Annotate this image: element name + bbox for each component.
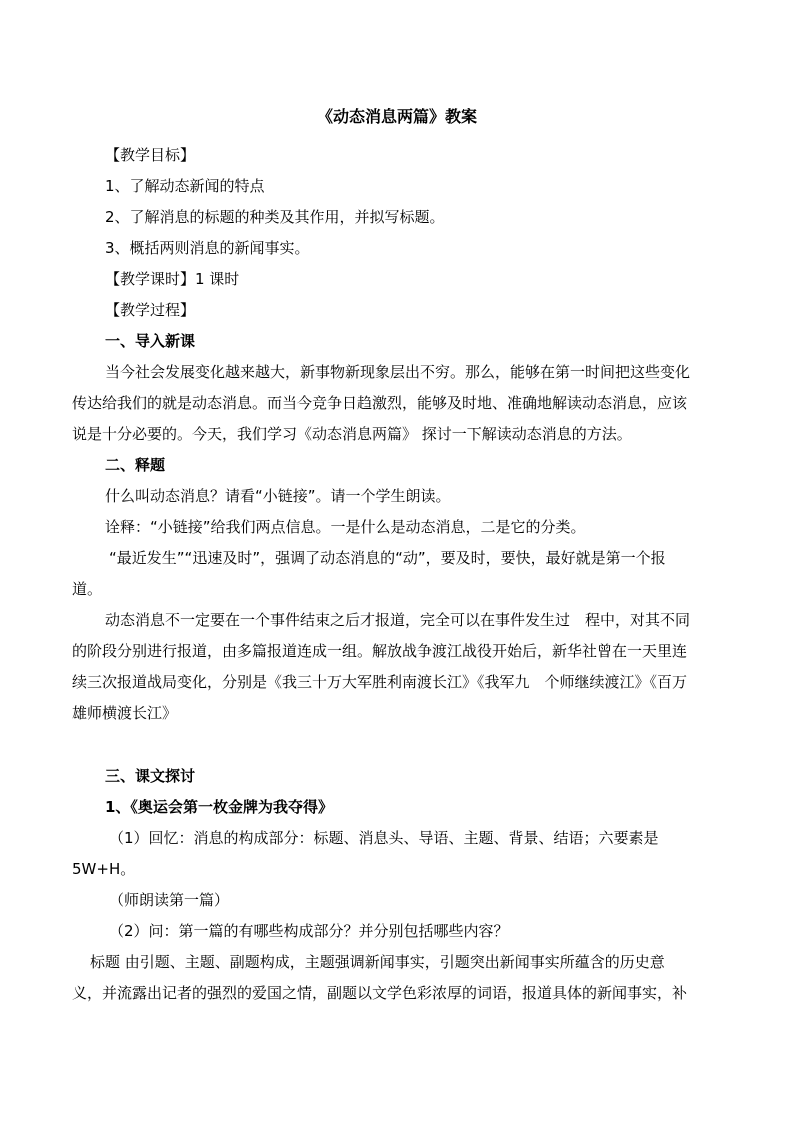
section-heading: 一、导入新课 <box>105 332 196 350</box>
section-heading: 三、课文探讨 <box>105 767 196 785</box>
objective-item: 2、了解消息的标题的种类及其作用，并拟写标题。 <box>105 208 445 226</box>
paragraph-line: 雄师横渡长江》 <box>72 704 178 722</box>
paragraph-line: 道。 <box>72 580 103 598</box>
paragraph-line: （1）回忆：消息的构成部分：标题、消息头、导语、主题、背景、结语；六要素是 <box>109 829 659 847</box>
paragraph-line: 的阶段分别进行报道，由多篇报道连成一组。解放战争渡江战役开始后，新华社曾在一天里连 <box>72 642 688 660</box>
paragraph-line: 当今社会发展变化越来越大，新事物新现象层出不穷。那么，能够在第一时间把这些变化 <box>105 363 691 381</box>
paragraph-line: （师朗读第一篇） <box>109 891 230 909</box>
objectives-heading: 【教学目标】 <box>105 146 196 164</box>
objective-item: 1、了解动态新闻的特点 <box>105 177 265 195</box>
paragraph-line: “最近发生”“迅速及时”，强调了动态消息的“动”，要及时，要快，最好就是第一个报 <box>109 549 666 567</box>
paragraph-line: 什么叫动态消息？请看“小链接”。请一个学生朗读。 <box>105 487 451 505</box>
paragraph-line: 说是十分必要的。今天，我们学习《动态消息两篇》 探讨一下解读动态消息的方法。 <box>72 425 632 443</box>
paragraph-line: 动态消息不一定要在一个事件结束之后才报道，完全可以在事件发生过 程中，对其不同 <box>105 611 691 629</box>
paragraph-line: 诠释：“小链接”给我们两点信息。一是什么是动态消息，二是它的分类。 <box>105 518 586 536</box>
paragraph-line: 续三次报道战局变化，分别是《我三十万大军胜利南渡长江》《我军九 个师继续渡江》《百万 <box>72 673 688 691</box>
objective-item: 3、概括两则消息的新闻事实。 <box>105 239 310 257</box>
paragraph-line: 5W+H。 <box>72 860 136 878</box>
document-title: 《动态消息两篇》教案 <box>316 107 477 126</box>
paragraph-line: 义，并流露出记者的强烈的爱国之情，副题以文学色彩浓厚的词语，报道具体的新闻事实，补 <box>72 984 688 1002</box>
section-heading: 二、释题 <box>105 456 166 474</box>
paragraph-line: 标题 由引题、主题、副题构成，主题强调新闻事实，引题突出新闻事实所蕴含的历史意 <box>90 953 665 971</box>
class-hours: 【教学课时】1 课时 <box>105 270 240 288</box>
process-heading: 【教学过程】 <box>105 301 196 319</box>
paragraph-line: （2）问：第一篇的有哪些构成部分？并分别包括哪些内容？ <box>109 922 509 940</box>
paragraph-line: 传达给我们的就是动态消息。而当今竞争日趋激烈，能够及时地、准确地解读动态消息，应该 <box>72 394 688 412</box>
subsection-heading: 1、《奥运会第一枚金牌为我夺得》 <box>105 798 333 816</box>
